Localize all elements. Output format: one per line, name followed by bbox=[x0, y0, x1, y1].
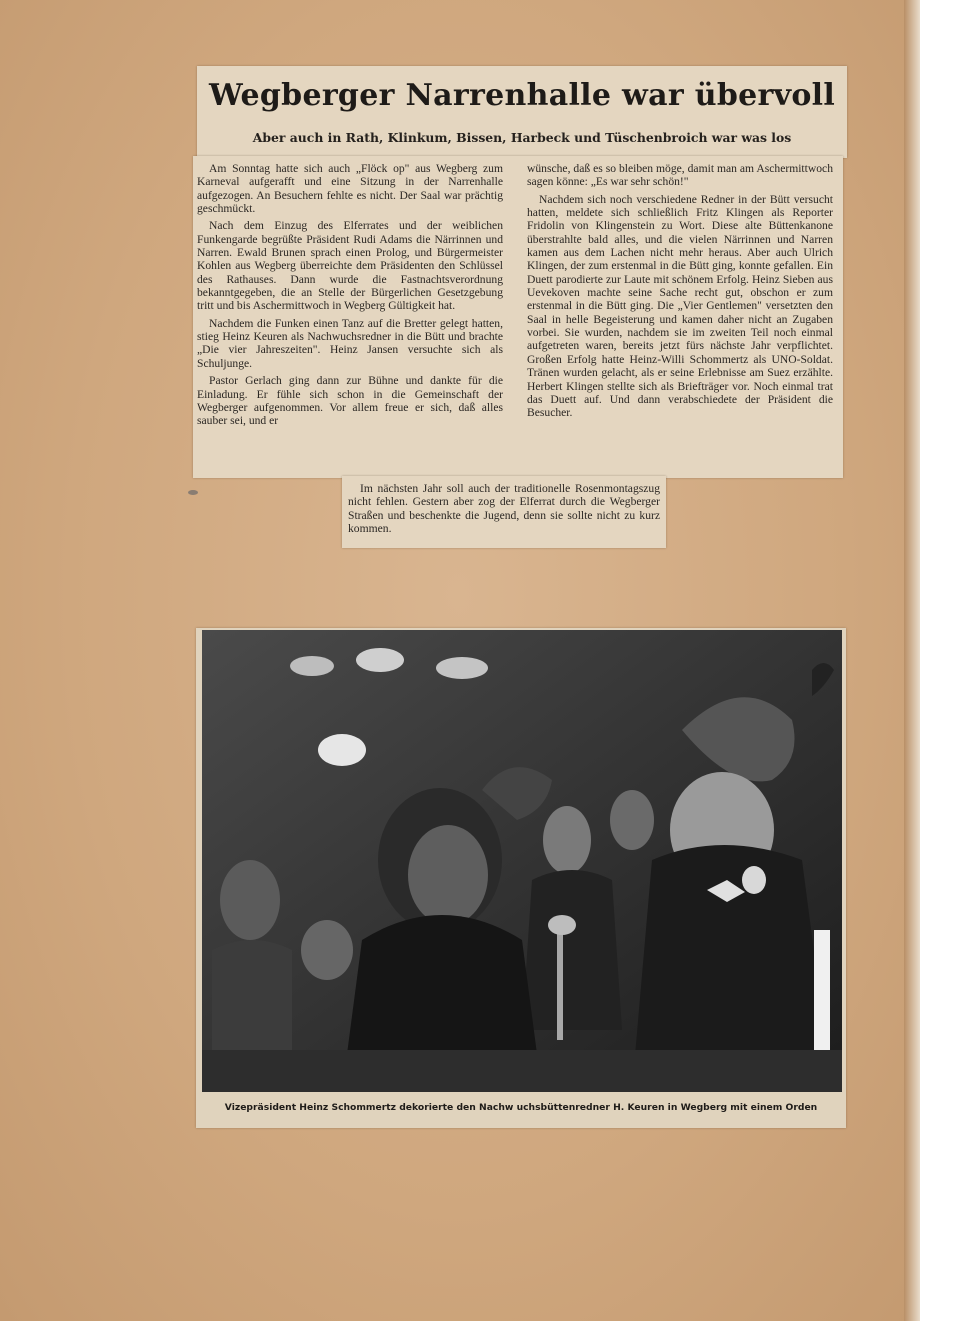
article-paragraph: Nach dem Einzug des Elferrates und der weiblichen Funkengarde begrüßte Präsident Rudi Adams die Närrinnen und Narren. Ewald Brunen sprach einen Prolog, und Bürgermeister Kohlen aus Wegberg überreichte dem Präsidenten den Schlüssel des Rathauses. Dann wurde die Fastnachtsverordnung bekanntgegeben, die an Stelle der Bürgerlichen Gesetzgebung tritt und bis Aschermittwoch in Wegberg Gültigkeit hat. bbox=[197, 219, 503, 313]
article-headline: Wegberger Narrenhalle war übervoll bbox=[208, 78, 836, 113]
page-edge bbox=[904, 0, 920, 1321]
article-subheadline: Aber auch in Rath, Klinkum, Bissen, Harbeck und Tüschenbroich war was los bbox=[252, 130, 792, 145]
article-paragraph: Nachdem sich noch verschiedene Redner in der Bütt versucht hatten, meldete sich schließlich Fritz Klingen als Reporter Fridolin von Klingenstein zu Wort. Diese alte Büttenkanone überstrahlte bald alles, und die vielen Närrinnen und Narren kamen aus dem Lachen nicht mehr heraus. Aber auch Ulrich Klingen, der zum erstenmal in die Bütt ging, konnte gefallen. Ein Duett parodierte zur Laute mit schönem Erfolg. Heinz Sieben aus Uevekoven machte seine Sache recht gut, obschon er zum erstenmal in die Bütt ging. Die „Vier Gentlemen" versetzten den Saal in helle Begeisterung und kamen daher nicht an Zugaben vorbei. Sie wurden, nachdem sie im zweiten Teil noch einmal aufgetreten waren, bereits jetzt fürs nächste Jahr verpflichtet. Großen Erfolg hatte Heinz-Willi Schommertz als UNO-Soldat. Tränen wurden gelacht, als er seine Erlebnisse am Suez erzählte. Herbert Klingen stellte sich als Briefträger vor. Noch einmal trat das Duett auf. Und dann verabschiedete der Präsident die Besucher. bbox=[527, 192, 833, 420]
headline-clipping bbox=[197, 66, 847, 158]
ink-stain bbox=[188, 490, 198, 495]
article-tail-clipping bbox=[342, 476, 666, 548]
article-paragraph: wünsche, daß es so bleiben möge, damit man am Aschermittwoch sagen könne: „Es war sehr schön!" bbox=[527, 162, 833, 189]
photo-caption: Vizepräsident Heinz Schommertz dekorierte den Nachw uchsbüttenredner H. Keuren in Wegberg mit einem Orden bbox=[224, 1102, 818, 1113]
photo-clipping bbox=[196, 628, 846, 1128]
article-paragraph: Nachdem die Funken einen Tanz auf die Bretter gelegt hatten, stieg Heinz Keuren als Nachwuchsredner in die Bütt und brachte „Die vier Jahreszeiten". Heinz Jansen versuchte sich als Schuljunge. bbox=[197, 316, 503, 370]
article-right-column bbox=[527, 162, 833, 424]
article-tail-column bbox=[348, 482, 660, 539]
article-paragraph: Am Sonntag hatte sich auch „Flöck op" aus Wegberg zum Karneval aufgerafft und eine Sitzung in der Narrenhalle aufgezogen. An Besuchern fehlte es nicht. Der Saal war prächtig geschmückt. bbox=[197, 162, 503, 216]
article-paragraph: Pastor Gerlach ging dann zur Bühne und dankte für die Einladung. Er fühle sich schon in die Gemeinschaft der Wegberger aufgenommen. Vor allem freue er sich, daß alles sauber sei, und er bbox=[197, 374, 503, 428]
article-paragraph: Im nächsten Jahr soll auch der traditionelle Rosenmontagszug nicht fehlen. Gestern aber zog der Elferrat durch die Wegberger Straßen und beschenkte die Jugend, denn sie sollte nicht zu kurz kommen. bbox=[348, 482, 660, 536]
newspaper-photo bbox=[202, 630, 842, 1092]
article-left-column bbox=[197, 162, 503, 432]
article-body-clipping bbox=[193, 156, 843, 478]
